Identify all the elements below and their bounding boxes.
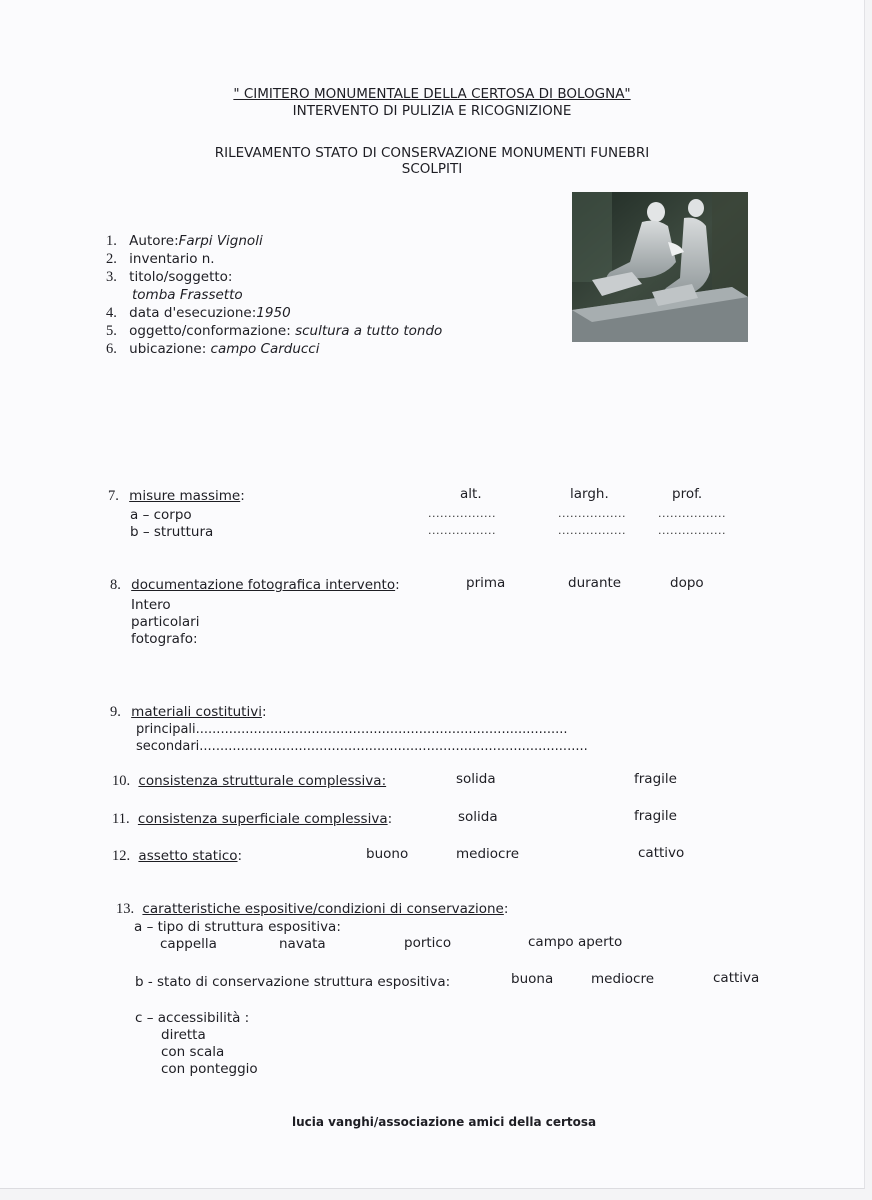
header-subtitle: INTERVENTO DI PULIZIA E RICOGNIZIONE: [292, 103, 572, 119]
section-caratteristiche: [116, 901, 508, 918]
item-number: 3.: [106, 269, 117, 285]
section-number: 7.: [108, 488, 119, 504]
field-corpo-largh[interactable]: .................: [558, 507, 626, 520]
item-label: Autore:: [129, 233, 179, 249]
section-label: consistenza strutturale complessiva:: [138, 773, 387, 789]
item-number: 6.: [106, 341, 117, 357]
section-assetto-statico: [112, 848, 242, 865]
section-number: 8.: [110, 577, 121, 593]
subsection-accessibilita: c – accessibilità :: [135, 1010, 250, 1026]
subsection-tipo-struttura: a – tipo di struttura espositiva:: [134, 919, 341, 935]
option-fragile-superficiale[interactable]: fragile: [634, 808, 677, 824]
section-consistenza-superficiale: [112, 811, 392, 828]
item-titolo-value: tomba Frassetto: [132, 287, 243, 303]
section-colon: :: [387, 811, 393, 827]
section-number: 13.: [116, 901, 135, 917]
section-label: consistenza superficiale complessiva: [137, 811, 388, 827]
option-cattiva[interactable]: cattiva: [713, 970, 760, 986]
option-navata[interactable]: navata: [279, 936, 326, 952]
section-label: caratteristiche espositive/condizioni di conservazione: [142, 901, 504, 917]
option-cattivo[interactable]: cattivo: [638, 845, 685, 861]
subsection-stato-conservazione: b - stato di conservazione struttura espositiva:: [135, 974, 451, 990]
option-fragile-strutturale[interactable]: fragile: [634, 771, 677, 787]
item-label: titolo/soggetto:: [129, 269, 233, 285]
option-campo-aperto[interactable]: campo aperto: [528, 934, 623, 950]
section-colon: :: [395, 577, 400, 593]
item-label: ubicazione:: [129, 341, 211, 357]
label-intero: Intero: [131, 597, 171, 613]
header-survey-title: RILEVAMENTO STATO DI CONSERVAZIONE MONUMENTI FUNEBRI: [214, 145, 650, 161]
option-solida-strutturale[interactable]: solida: [456, 771, 496, 787]
section-documentazione: [110, 577, 400, 594]
header-line-1: " CIMITERO MONUMENTALE DELLA CERTOSA DI BOLOGNA": [233, 86, 631, 102]
field-secondari[interactable]: secondari..............................................................................................: [136, 739, 588, 754]
option-dopo[interactable]: dopo: [670, 575, 704, 591]
section-label: assetto statico: [138, 848, 238, 864]
option-buona[interactable]: buona: [511, 971, 554, 987]
item-inventario: [106, 251, 215, 268]
item-label: data d'esecuzione:: [129, 305, 257, 321]
item-label: oggetto/conformazione:: [129, 323, 296, 339]
section-misure: [108, 488, 245, 505]
section-colon: :: [261, 704, 267, 720]
row-corpo: a – corpo: [130, 507, 192, 523]
option-mediocre-struttura[interactable]: mediocre: [591, 971, 655, 987]
item-ubicazione: [106, 341, 319, 358]
field-struttura-alt[interactable]: .................: [428, 524, 496, 537]
item-label: inventario n.: [129, 251, 215, 267]
option-prima[interactable]: prima: [466, 575, 506, 591]
option-con-scala[interactable]: con scala: [161, 1044, 225, 1060]
label-particolari: particolari: [131, 614, 200, 630]
option-portico[interactable]: portico: [404, 935, 452, 951]
section-number: 12.: [112, 848, 131, 864]
row-struttura: b – struttura: [130, 524, 214, 540]
section-colon: :: [237, 848, 243, 864]
footer-credit: lucia vanghi/associazione amici della certosa: [292, 1115, 597, 1129]
item-value: 1950: [256, 305, 291, 321]
section-number: 9.: [110, 704, 121, 720]
item-number: 5.: [106, 323, 117, 339]
monument-photo: [572, 192, 748, 342]
item-value: scultura a tutto tondo: [295, 323, 443, 339]
option-con-ponteggio[interactable]: con ponteggio: [161, 1061, 258, 1077]
item-number: 2.: [106, 251, 117, 267]
section-materiali: [110, 704, 267, 721]
sculpture-image: [572, 192, 748, 342]
field-struttura-prof[interactable]: .................: [658, 524, 726, 537]
option-buono[interactable]: buono: [366, 846, 409, 862]
label-fotografo: fotografo:: [131, 631, 198, 647]
item-number: 1.: [106, 233, 117, 249]
section-number: 10.: [112, 773, 131, 789]
option-mediocre-statico[interactable]: mediocre: [456, 846, 520, 862]
section-colon: :: [503, 901, 509, 917]
section-number: 11.: [112, 811, 130, 827]
section-label: materiali costitutivi: [131, 704, 262, 720]
section-colon: :: [240, 488, 245, 504]
header-alt: alt.: [460, 486, 482, 502]
field-corpo-alt[interactable]: .................: [428, 507, 496, 520]
section-consistenza-strutturale: [112, 773, 386, 790]
option-solida-superficiale[interactable]: solida: [458, 809, 498, 825]
option-cappella[interactable]: cappella: [160, 936, 217, 952]
field-struttura-largh[interactable]: .................: [558, 524, 626, 537]
option-diretta[interactable]: diretta: [161, 1027, 206, 1043]
option-durante[interactable]: durante: [568, 575, 622, 591]
item-oggetto: [106, 323, 442, 340]
header-prof: prof.: [672, 486, 703, 502]
section-label: documentazione fotografica intervento: [131, 577, 396, 593]
field-corpo-prof[interactable]: .................: [658, 507, 726, 520]
item-data: [106, 305, 291, 322]
item-number: 4.: [106, 305, 117, 321]
field-principali[interactable]: principali..........................................................................................: [136, 722, 568, 737]
item-value: Farpi Vignoli: [178, 233, 263, 249]
item-autore: [106, 233, 263, 250]
item-titolo: [106, 269, 232, 286]
header-largh: largh.: [570, 486, 609, 502]
header-survey-subtitle: SCOLPITI: [401, 161, 463, 177]
section-label: misure massime: [129, 488, 241, 504]
item-value: campo Carducci: [210, 341, 320, 357]
header-title: [0, 86, 864, 102]
